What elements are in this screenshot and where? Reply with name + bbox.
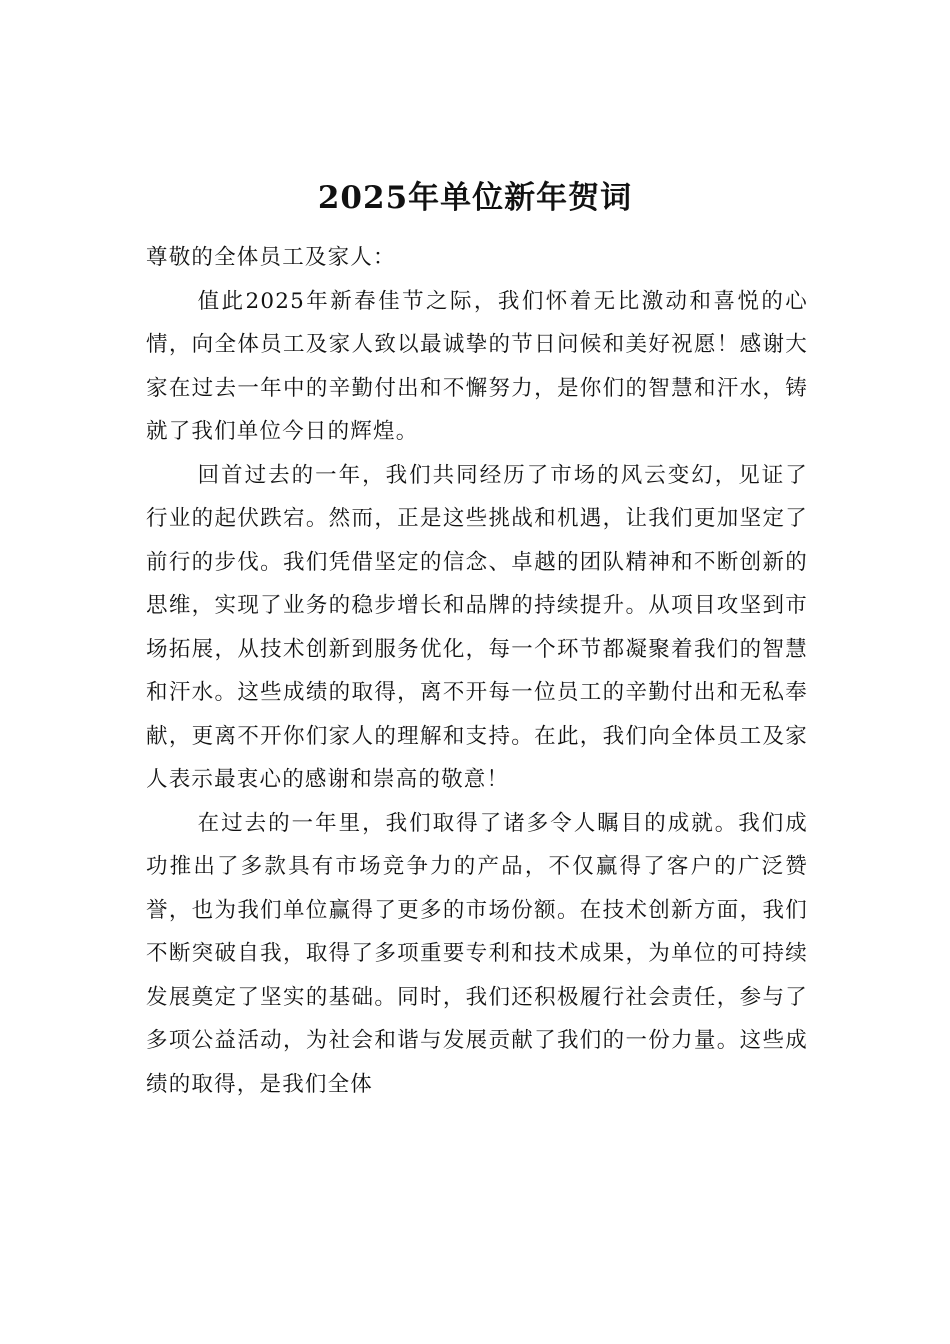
salutation: 尊敬的全体员工及家人： bbox=[146, 245, 396, 270]
paragraph-3: 在过去的一年里，我们取得了诸多令人瞩目的成就。我们成功推出了多款具有市场竞争力的产品，不仅赢得了客户的广泛赞誉，也为我们单位赢得了更多的市场份额。在技术创新方面，我们不断突破自我，取得了多项重要专利和技术成果，为单位的可持续发展奠定了坚实的基础。同时，我们还积极履行社会责任，参与了多项公益活动，为社会和谐与发展贡献了我们的一份力量。这些成绩的取得，是我们全体 bbox=[146, 810, 808, 1097]
document-body bbox=[146, 236, 808, 1106]
paragraph-1: 值此2025年新春佳节之际，我们怀着无比激动和喜悦的心情，向全体员工及家人致以最诚挚的节日问候和美好祝愿！感谢大家在过去一年中的辛勤付出和不懈努力，是你们的智慧和汗水，铸就了我们单位今日的辉煌。 bbox=[146, 288, 808, 444]
document-title: 2025年单位新年贺词 bbox=[317, 180, 633, 216]
paragraph-2: 回首过去的一年，我们共同经历了市场的风云变幻，见证了行业的起伏跌宕。然而，正是这些挑战和机遇，让我们更加坚定了前行的步伐。我们凭借坚定的信念、卓越的团队精神和不断创新的思维，实现了业务的稳步增长和品牌的持续提升。从项目攻坚到市场拓展，从技术创新到服务优化，每一个环节都凝聚着我们的智慧和汗水。这些成绩的取得，离不开每一位员工的辛勤付出和无私奉献，更离不开你们家人的理解和支持。在此，我们向全体员工及家人表示最衷心的感谢和崇高的敬意！ bbox=[146, 462, 808, 792]
